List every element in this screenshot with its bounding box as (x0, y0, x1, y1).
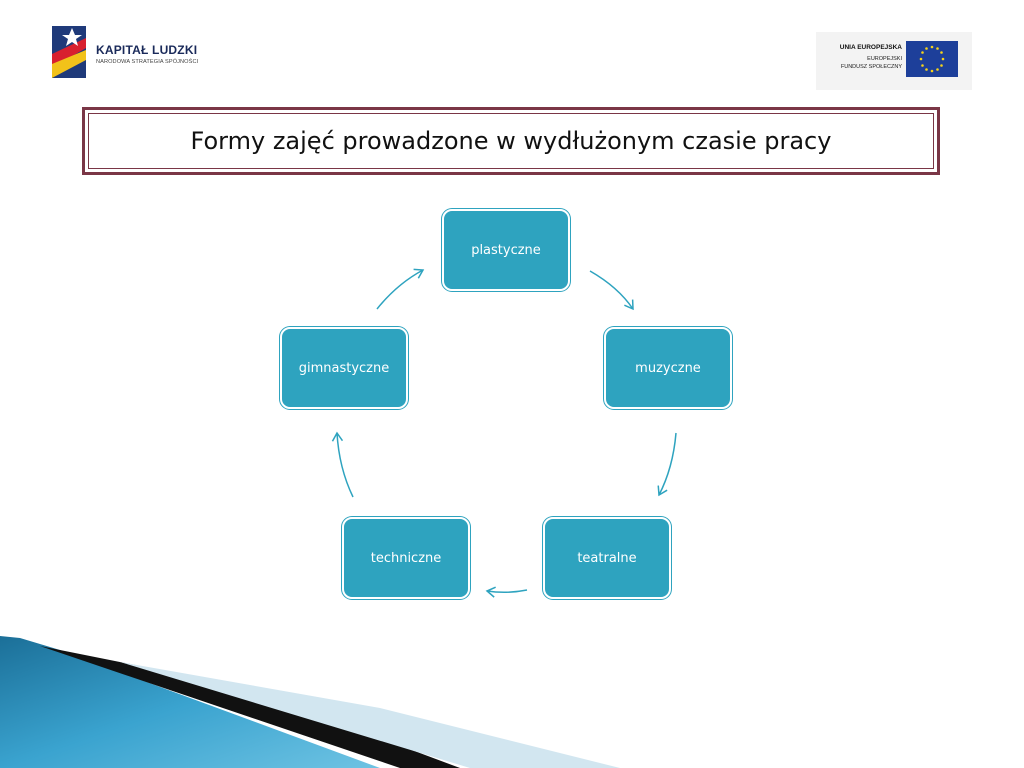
eu-logo-line-2: EUROPEJSKI (867, 56, 902, 62)
node-label: muzyczne (635, 360, 701, 376)
node-techniczne (342, 517, 470, 599)
arrow-gimnastyczne-to-plastyczne (377, 270, 423, 309)
node-label: techniczne (370, 550, 442, 566)
eu-logo-line-1: UNIA EUROPEJSKA (839, 44, 902, 51)
node-label: plastyczne (471, 242, 541, 258)
node-gimnastyczne (280, 327, 408, 409)
eu-logo-line-3: FUNDUSZ SPOŁECZNY (840, 64, 902, 70)
arrow-teatralne-to-techniczne (487, 590, 527, 592)
slide-title: Formy zajęć prowadzone w wydłużonym czasie pracy (190, 127, 832, 155)
arrow-plastyczne-to-muzyczne (590, 271, 633, 309)
node-label: teatralne (577, 550, 637, 566)
node-teatralne (543, 517, 671, 599)
logo-subtitle: NARODOWA STRATEGIA SPÓJNOŚCI (96, 59, 199, 65)
arrow-muzyczne-to-teatralne (659, 433, 676, 495)
node-plastyczne (442, 209, 570, 291)
node-label: gimnastyczne (298, 360, 390, 376)
node-muzyczne (604, 327, 732, 409)
logo-title: KAPITAŁ LUDZKI (96, 43, 198, 57)
decorative-corner (0, 628, 620, 768)
arrow-techniczne-to-gimnastyczne (337, 433, 353, 497)
